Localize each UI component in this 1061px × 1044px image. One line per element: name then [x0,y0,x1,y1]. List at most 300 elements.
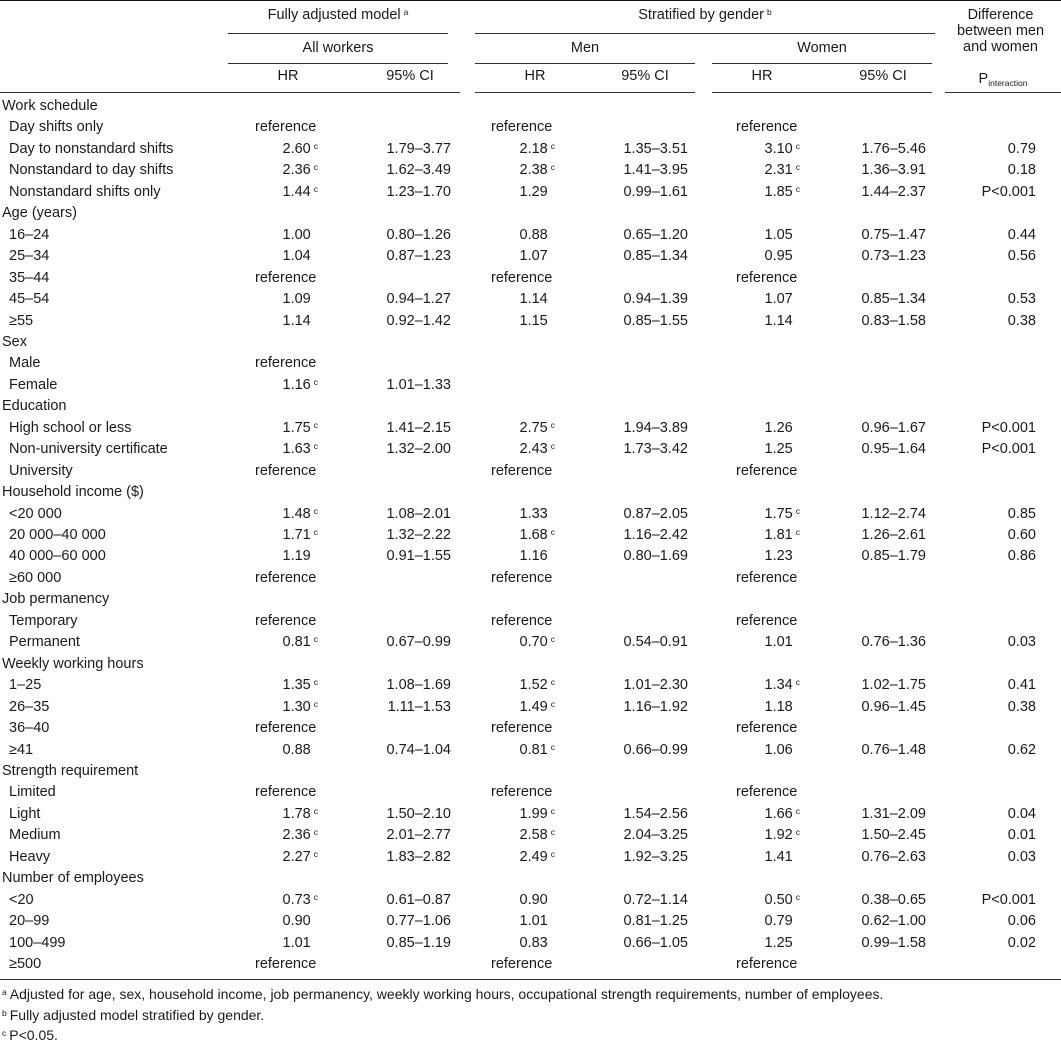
table-row [0,548,1061,569]
hr-value [283,184,318,200]
p-interaction-value: 0.18 [1007,162,1036,179]
ci-value: 1.35–3.51 [623,140,688,157]
table-row [0,892,1061,913]
ci-value: 1.08–1.69 [386,677,451,694]
significance-mark: c [550,677,555,688]
row-label: <20 [9,891,34,908]
reference-label: reference [491,612,553,629]
hr-value [283,827,318,843]
ci-value: 0.74–1.04 [386,741,451,758]
ci-value: 1.83–2.82 [386,848,451,865]
ci-value: 0.67–0.99 [386,634,451,651]
hr-number: 0.90 [282,913,311,930]
hr-value [520,227,555,243]
reference-label: reference [736,784,798,801]
hr-number: 1.68 [519,527,548,543]
hr-number: 0.88 [519,226,548,243]
header-men-hr: HR [524,68,546,84]
hr-number: 1.33 [519,505,548,522]
reference-label: reference [255,355,317,372]
row-label: Male [9,355,41,372]
ci-value: 0.91–1.55 [386,548,451,565]
hr-number: 0.81 [519,741,548,758]
hr-value [520,806,555,822]
header-all-hr: HR [277,68,299,84]
header-p-sub: interaction [988,78,1028,88]
row-label: Non-university certificate [9,441,168,458]
hr-number: 1.14 [282,312,311,329]
ci-value: 1.32–2.22 [386,527,451,543]
header-stratified-label: Stratified by gender [638,7,764,23]
hr-value [283,141,318,157]
hr-value [765,141,800,157]
hr-value [520,913,555,929]
footnote-mark-b: b [767,7,772,17]
hr-number: 1.52 [519,677,548,694]
row-label: Heavy [9,848,51,865]
ci-value: 0.87–1.23 [386,248,451,265]
footnote-b-text: Fully adjusted model stratified by gender. [9,1007,265,1023]
table-row [0,827,1061,848]
ci-value: 0.99–1.61 [623,183,688,200]
table-row [0,806,1061,827]
table-row [0,291,1061,312]
section-label: Age (years) [2,205,77,222]
significance-mark: c [795,505,800,516]
header-fully-adjusted-label: Fully adjusted model [267,7,401,23]
hr-value [283,892,318,908]
hr-value [765,548,800,564]
header-women-ci: 95% CI [859,68,907,84]
ci-value: 0.96–1.45 [861,698,926,715]
hr-value [520,291,555,307]
row-label: 1–25 [9,677,42,694]
p-interaction-value: P<0.001 [981,183,1036,200]
significance-mark: c [795,527,800,537]
ci-value: 1.26–2.61 [861,527,926,543]
row-label: Medium [9,827,61,844]
ci-value: 0.76–1.36 [861,634,926,651]
reference-label: reference [736,956,798,972]
significance-mark: c [313,698,318,709]
hr-value [765,441,800,457]
ci-value: 2.01–2.77 [386,827,451,844]
significance-mark: c [313,505,318,516]
ci-value: 0.80–1.69 [623,548,688,565]
hr-number: 1.14 [519,291,548,308]
table-row [0,506,1061,527]
hr-number: 1.92 [764,827,793,844]
table-row [0,463,1061,484]
reference-label: reference [255,784,317,801]
significance-mark: c [550,441,555,452]
hr-value [283,935,318,951]
significance-mark: c [313,419,318,430]
hr-value [283,806,318,822]
row-label: 100–499 [9,934,66,951]
hr-value [520,548,555,564]
ci-value: 0.95–1.64 [861,441,926,458]
ci-value: 1.54–2.56 [623,805,688,822]
hr-number: 1.04 [282,248,311,265]
hr-number: 1.81 [764,527,793,543]
ci-value: 0.38–0.65 [861,891,926,908]
hr-value [765,935,800,951]
section-label: Number of employees [2,870,144,887]
hr-number: 1.09 [282,291,311,308]
footnote-c-mark: c [2,1028,7,1038]
reference-label: reference [491,462,553,479]
ci-value: 0.81–1.25 [623,913,688,930]
table-row [0,377,1061,398]
hr-value [283,742,318,758]
hr-value [283,227,318,243]
hr-number: 0.50 [764,891,793,908]
table-row [0,441,1061,462]
hr-number: 1.01 [764,634,793,651]
row-label: 45–54 [9,291,50,308]
reference-label: reference [736,720,798,737]
hr-number: 0.81 [282,634,311,651]
row-label: 40 000–60 000 [9,548,106,565]
hr-number: 1.30 [282,698,311,715]
ci-value: 1.62–3.49 [386,162,451,179]
rule-women [712,63,932,64]
reference-label: reference [736,569,798,586]
hr-value [283,527,318,543]
table-row [0,720,1061,741]
header-all-ci: 95% CI [386,68,434,84]
hr-number: 1.66 [764,805,793,822]
hr-number: 1.14 [764,312,793,329]
table-row [0,227,1061,248]
hr-value [765,527,800,543]
footnote-b-mark: b [2,1008,7,1018]
hr-number: 0.79 [764,913,793,930]
row-label: ≥60 000 [9,569,62,586]
significance-mark: c [550,698,555,709]
row-label: 20–99 [9,913,50,930]
reference-label: reference [491,569,553,586]
ci-value: 0.72–1.14 [623,891,688,908]
hr-number: 1.35 [282,677,311,694]
footnote-c-text: P<0.05. [9,1027,58,1043]
ci-value: 1.79–3.77 [386,140,451,157]
p-interaction-value: 0.79 [1007,140,1036,157]
ci-value: 1.41–3.95 [623,162,688,179]
row-label: 20 000–40 000 [9,527,106,543]
hr-value [765,892,800,908]
ci-value: 1.73–3.42 [623,441,688,458]
table-row [0,742,1061,763]
significance-mark: c [313,848,318,859]
table-row [0,420,1061,441]
significance-mark: c [795,891,800,902]
hr-number: 2.49 [519,848,548,865]
ci-value: 1.44–2.37 [861,183,926,200]
row-label: Female [9,376,58,393]
row-label: 26–35 [9,698,50,715]
p-interaction-value: 0.06 [1007,913,1036,930]
table-row [0,935,1061,956]
reference-label: reference [491,119,553,136]
significance-mark: c [313,183,318,194]
footnote-mark-a: a [403,7,409,17]
hr-number: 1.05 [764,226,793,243]
table-row [0,527,1061,548]
footnote-a-text: Adjusted for age, sex, household income, job permanency, weekly working hours, occupational strength requirements, number of employees. [9,986,884,1002]
hr-value [283,913,318,929]
header-men: Men [570,40,600,56]
ci-value: 0.73–1.23 [861,248,926,265]
row-label: Limited [9,784,56,801]
row-label: Nonstandard to day shifts [9,162,174,179]
row-label: 25–34 [9,248,50,265]
rule-header-bottom-p [945,92,1061,93]
hr-value [520,892,555,908]
hr-number: 2.36 [282,827,311,844]
header-p-interaction [945,71,1061,87]
hr-number: 2.43 [519,441,548,458]
reference-label: reference [255,956,317,972]
hr-value [520,699,555,715]
hr-number: 1.25 [764,934,793,951]
p-interaction-value: 0.03 [1007,848,1036,865]
ci-value: 0.92–1.42 [386,312,451,329]
hr-number: 0.73 [282,891,311,908]
reference-label: reference [491,956,553,972]
header-men-ci: 95% CI [621,68,669,84]
ci-value: 0.62–1.00 [861,913,926,930]
hr-number: 1.78 [282,805,311,822]
hr-number: 1.07 [764,291,793,308]
hr-number: 1.16 [519,548,548,565]
hr-value [283,313,318,329]
hr-number: 1.06 [764,741,793,758]
ci-value: 1.31–2.09 [861,805,926,822]
reference-label: reference [255,462,317,479]
section-row [0,98,1061,119]
table-bottom-rule [0,979,1061,980]
table-row [0,184,1061,205]
table-row [0,119,1061,140]
ci-value: 1.50–2.10 [386,805,451,822]
significance-mark: c [550,419,555,430]
hr-value [765,806,800,822]
hr-number: 1.01 [519,913,548,930]
section-label: Job permanency [2,591,110,608]
table-row [0,956,1061,977]
hr-value [283,849,318,865]
hr-number: 1.18 [764,698,793,715]
p-interaction-value: 0.01 [1007,827,1036,844]
reference-label: reference [255,612,317,629]
p-interaction-value: 0.62 [1007,741,1036,758]
ci-value: 1.36–3.91 [861,162,926,179]
ci-value: 1.41–2.15 [386,419,451,436]
reference-label: reference [736,612,798,629]
p-interaction-value: 0.02 [1007,934,1036,951]
hr-number: 2.36 [282,162,311,179]
hr-value [520,420,555,436]
ci-value: 0.65–1.20 [623,226,688,243]
section-row [0,205,1061,226]
ci-value: 1.92–3.25 [623,848,688,865]
hr-number: 2.31 [764,162,793,179]
hr-number: 1.63 [282,441,311,458]
section-row [0,763,1061,784]
p-interaction-value: 0.38 [1007,312,1036,329]
section-label: Education [2,398,67,415]
hr-value [520,248,555,264]
row-label: 36–40 [9,720,50,737]
ci-value: 1.11–1.53 [387,698,451,715]
hr-number: 2.38 [519,162,548,179]
row-label: ≥41 [9,741,34,758]
section-row [0,656,1061,677]
table-row [0,849,1061,870]
table-row [0,248,1061,269]
hr-number: 0.70 [519,634,548,651]
table-row [0,913,1061,934]
table-row [0,677,1061,698]
ci-value: 1.76–5.46 [861,140,926,157]
table-row [0,313,1061,334]
section-row [0,870,1061,891]
significance-mark: c [313,162,318,173]
header-p-main: P [978,71,989,87]
ci-value: 1.02–1.75 [861,677,926,694]
hr-number: 0.95 [764,248,793,265]
hr-value [765,742,800,758]
hr-value [520,441,555,457]
reference-label: reference [736,462,798,479]
rule-men [475,63,695,64]
header-stratified [475,7,935,23]
significance-mark: c [313,891,318,902]
hr-number: 1.41 [764,848,793,865]
hr-number: 1.34 [764,677,793,694]
table-row [0,162,1061,183]
p-interaction-value: 0.04 [1007,805,1036,822]
hr-number: 1.49 [519,698,548,715]
ci-value: 0.85–1.55 [623,312,688,329]
hr-number: 0.88 [282,741,311,758]
significance-mark: c [313,527,318,537]
hr-number: 1.01 [282,934,311,951]
row-label: ≥55 [9,312,34,329]
reference-label: reference [491,784,553,801]
ci-value: 1.23–1.70 [386,183,451,200]
hr-number: 1.85 [764,183,793,200]
hr-number: 0.90 [519,891,548,908]
hr-value [765,420,800,436]
footnote-a-mark: a [2,987,7,997]
ci-value: 0.80–1.26 [386,226,451,243]
hr-number: 3.10 [764,140,793,157]
hr-value [765,827,800,843]
hr-value [520,141,555,157]
row-label: ≥500 [9,956,42,972]
ci-value: 0.96–1.67 [861,419,926,436]
section-label: Sex [2,333,27,350]
significance-mark: c [795,805,800,816]
hr-number: 1.29 [519,183,548,200]
hr-value [765,849,800,865]
rule-header-bottom-all [0,92,460,93]
ci-value: 0.85–1.34 [623,248,688,265]
hr-value [520,742,555,758]
significance-mark: c [313,827,318,838]
rule-header-bottom-men [475,92,695,93]
ci-value: 0.85–1.34 [861,291,926,308]
hr-value [283,291,318,307]
hr-number: 1.71 [282,527,311,543]
ci-value: 0.77–1.06 [386,913,451,930]
header-women: Women [797,40,847,56]
hr-value [283,677,318,693]
significance-mark: c [795,827,800,838]
p-interaction-value: 0.44 [1007,226,1036,243]
hr-value [283,248,318,264]
p-interaction-value: 0.38 [1007,698,1036,715]
hr-number: 1.00 [282,226,311,243]
hr-value [765,291,800,307]
hr-value [283,548,318,564]
reference-label: reference [491,269,553,286]
hr-number: 1.44 [282,183,311,200]
ci-value: 0.85–1.19 [386,934,451,951]
significance-mark: c [313,376,318,387]
hr-value [520,162,555,178]
hr-value [520,677,555,693]
hr-number: 1.19 [282,548,311,565]
ci-value: 1.08–2.01 [386,505,451,522]
significance-mark: c [313,634,318,645]
reference-label: reference [255,720,317,737]
hr-number: 2.58 [519,827,548,844]
hr-value [765,634,800,650]
hr-number: 2.27 [282,848,311,865]
hr-number: 1.15 [519,312,548,329]
p-interaction-value: 0.03 [1007,634,1036,651]
table-row [0,355,1061,376]
section-row [0,398,1061,419]
header-all-workers: All workers [302,40,374,56]
ci-value: 0.66–0.99 [623,741,688,758]
p-interaction-value: 0.86 [1007,548,1036,565]
rule-stratified [475,33,935,34]
significance-mark: c [795,677,800,688]
row-label: Temporary [9,612,78,629]
reference-label: reference [255,269,317,286]
table-row [0,613,1061,634]
ci-value: 2.04–3.25 [623,827,688,844]
header-difference-line3: and women [963,39,1038,55]
significance-mark: c [550,848,555,859]
significance-mark: c [313,140,318,151]
section-label: Weekly working hours [2,655,144,672]
table-row [0,634,1061,655]
p-interaction-value: P<0.001 [981,891,1036,908]
significance-mark: c [795,140,800,151]
hr-value [765,313,800,329]
ci-value: 0.99–1.58 [861,934,926,951]
footnote-a [2,986,883,1002]
ci-value: 0.76–1.48 [861,741,926,758]
hr-number: 0.83 [519,934,548,951]
rule-fully-adjusted [228,33,448,34]
